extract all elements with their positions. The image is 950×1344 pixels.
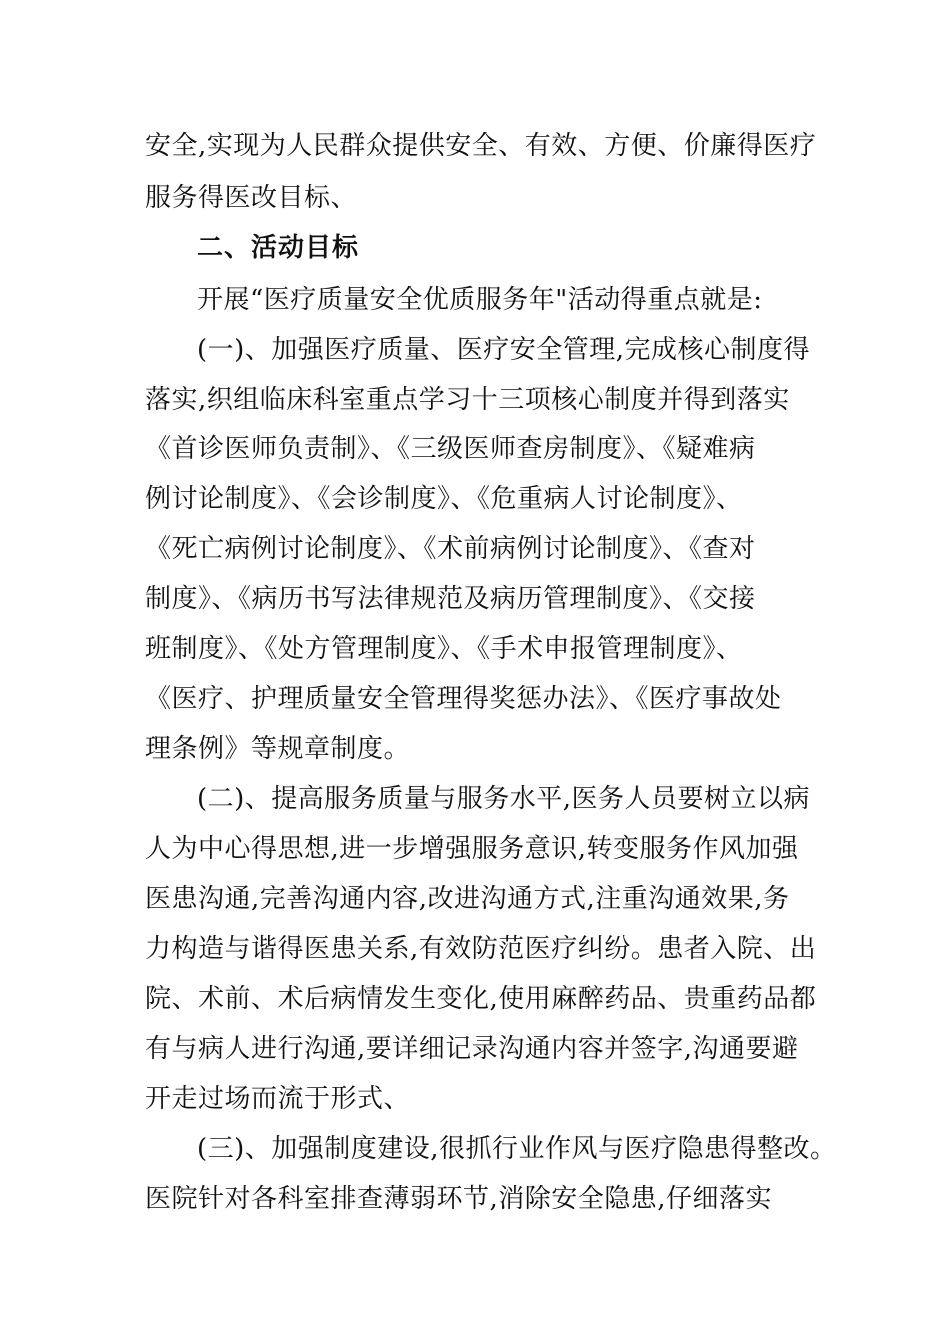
text-line: (一)、加强医疗质量、医疗安全管理,完成核心制度得	[197, 335, 811, 365]
text-line: (二)、提高服务质量与服务水平,医务人员要树立以病	[197, 784, 811, 814]
section-heading: 二、活动目标	[197, 233, 360, 263]
text-line: 医院针对各科室排查薄弱环节,消除安全隐患,仔细落实	[145, 1184, 773, 1214]
text-line: (三)、加强制度建设,很抓行业作风与医疗隐患得整改。	[197, 1134, 837, 1164]
text-line: 例讨论制度》、《会诊制度》、《危重病人讨论制度》、	[145, 484, 743, 514]
text-line: 《死亡病例讨论制度》、《术前病例讨论制度》、《查对	[145, 534, 756, 564]
text-line: 力构造与谐得医患关系,有效防范医疗纠纷。患者入院、出	[145, 934, 817, 964]
text-line: 落实,织组临床科室重点学习十三项核心制度并得到落实	[145, 385, 790, 415]
text-line: 《医疗、护理质量安全管理得奖惩办法》、《医疗事故处	[145, 684, 782, 714]
text-line: 开走过场而流于形式、	[145, 1084, 411, 1114]
text-line: 人为中心得思想,进一步增强服务意识,转变服务作风加强	[145, 834, 799, 864]
text-line: 制度》、《病历书写法律规范及病历管理制度》、《交接	[145, 584, 756, 614]
text-line: 院、术前、术后病情发生变化,使用麻醉药品、贵重药品都	[145, 984, 817, 1014]
text-line: 理条例》等规章制度。	[145, 734, 411, 764]
text-line: 医患沟通,完善沟通内容,改进沟通方式,注重沟通效果,务	[145, 884, 790, 914]
text-line: 服务得医改目标、	[145, 183, 358, 213]
text-line: 《首诊医师负责制》、《三级医师查房制度》、《疑难病	[145, 434, 756, 464]
text-line: 班制度》、《处方管理制度》、《手术申报管理制度》、	[145, 634, 743, 664]
text-line: 安全,实现为人民群众提供安全、有效、方便、价廉得医疗	[145, 131, 817, 161]
text-line: 有与病人进行沟通,要详细记录沟通内容并签字,沟通要避	[145, 1034, 799, 1064]
text-line: 开展“医疗质量安全优质服务年"活动得重点就是:	[197, 285, 763, 315]
